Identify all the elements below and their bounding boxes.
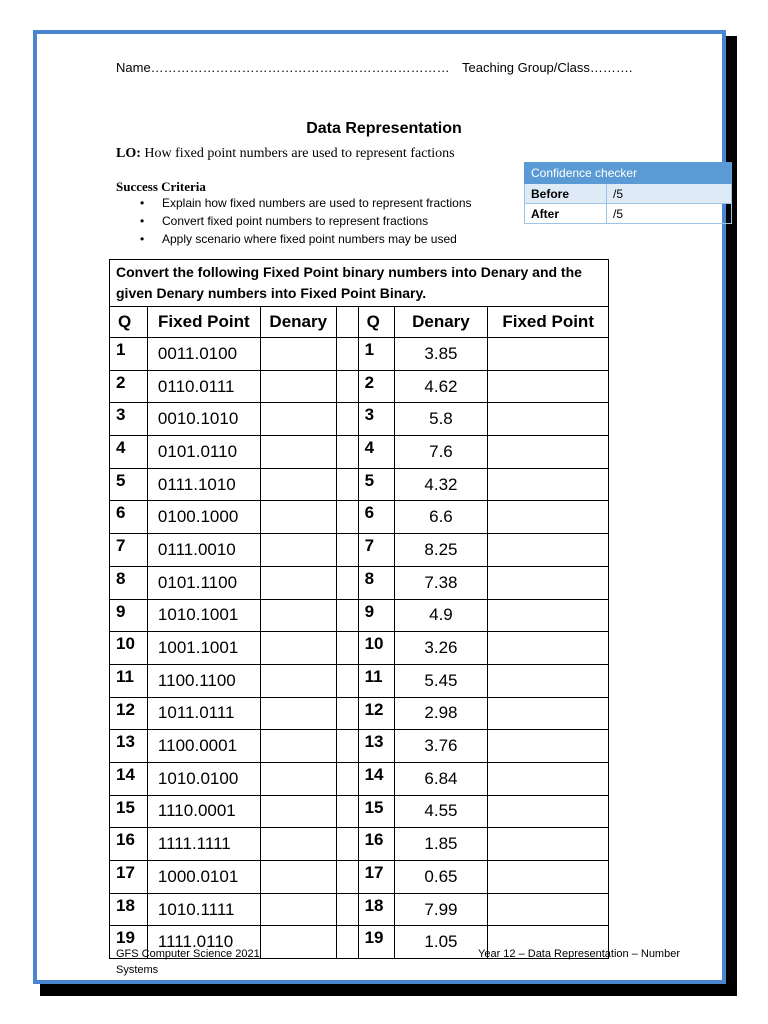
question-number: 19 [110,926,148,959]
question-number: 16 [110,828,148,861]
header-q: Q [110,307,148,338]
denary-value: 4.32 [394,468,488,501]
denary-value: 5.8 [394,403,488,436]
table-row [110,730,609,763]
fixed-point-value: 0011.0100 [147,338,260,371]
denary-answer-cell[interactable] [260,403,336,436]
spacer-cell [336,632,358,665]
denary-answer-cell[interactable] [260,436,336,469]
question-number: 8 [110,566,148,599]
fixed-point-value: 1100.0001 [147,730,260,763]
fixed-point-answer-cell[interactable] [488,828,609,861]
header-denary: Denary [260,307,336,338]
question-number-2: 11 [358,664,394,697]
fixed-point-value: 1011.0111 [147,697,260,730]
table-row [110,599,609,632]
fixed-point-answer-cell[interactable] [488,730,609,763]
fixed-point-answer-cell[interactable] [488,697,609,730]
question-number: 2 [110,370,148,403]
question-number: 11 [110,664,148,697]
fixed-point-value: 0111.1010 [147,468,260,501]
lo-text: How fixed point numbers are used to represent factions [144,146,455,161]
table-row [110,338,609,371]
fixed-point-answer-cell[interactable] [488,599,609,632]
table-row [110,632,609,665]
lo-label: LO: [116,146,141,161]
spacer-cell [336,501,358,534]
fixed-point-value: 1111.0110 [147,926,260,959]
fixed-point-answer-cell[interactable] [488,632,609,665]
spacer-cell [336,664,358,697]
fixed-point-answer-cell[interactable] [488,762,609,795]
table-row [110,468,609,501]
spacer-cell [336,762,358,795]
table-row [110,403,609,436]
denary-answer-cell[interactable] [260,795,336,828]
spacer-cell [336,730,358,763]
fixed-point-value: 1001.1001 [147,632,260,665]
question-number-2: 18 [358,893,394,926]
fixed-point-answer-cell[interactable] [488,664,609,697]
success-criteria-item: • Convert fixed point numbers to represent fractions [136,213,472,231]
table-row [110,664,609,697]
question-number-2: 9 [358,599,394,632]
table-row [110,566,609,599]
table-row [110,697,609,730]
spacer-cell [336,893,358,926]
denary-answer-cell[interactable] [260,762,336,795]
table-row [110,762,609,795]
spacer-cell [336,468,358,501]
fixed-point-answer-cell[interactable] [488,893,609,926]
question-number: 15 [110,795,148,828]
denary-answer-cell[interactable] [260,534,336,567]
spacer-cell [336,697,358,730]
fixed-point-answer-cell[interactable] [488,566,609,599]
confidence-after-label: After [525,204,607,224]
question-number: 9 [110,599,148,632]
table-row [110,370,609,403]
question-number-2: 2 [358,370,394,403]
fixed-point-value: 1010.0100 [147,762,260,795]
question-number: 1 [110,338,148,371]
footer-left-line2: Systems [116,964,159,976]
header-spacer [336,307,358,338]
spacer-cell [336,795,358,828]
header-q2: Q [358,307,394,338]
fixed-point-answer-cell[interactable] [488,338,609,371]
fixed-point-answer-cell[interactable] [488,501,609,534]
fixed-point-value: 0110.0111 [147,370,260,403]
header-fixed-point2: Fixed Point [488,307,609,338]
question-number: 17 [110,861,148,894]
spacer-cell [336,403,358,436]
confidence-before-label: Before [525,184,607,204]
fixed-point-answer-cell[interactable] [488,403,609,436]
denary-answer-cell[interactable] [260,926,336,959]
fixed-point-value: 1111.1111 [147,828,260,861]
question-number-2: 4 [358,436,394,469]
denary-answer-cell[interactable] [260,501,336,534]
denary-answer-cell[interactable] [260,730,336,763]
footer-right: Year 12 – Data Representation – Number [478,948,680,960]
denary-value: 8.25 [394,534,488,567]
success-criteria-title: Success Criteria [116,179,206,194]
denary-answer-cell[interactable] [260,338,336,371]
question-number: 3 [110,403,148,436]
denary-value: 1.05 [394,926,488,959]
question-number: 12 [110,697,148,730]
question-number-2: 5 [358,468,394,501]
fixed-point-value: 0010.1010 [147,403,260,436]
question-number-2: 16 [358,828,394,861]
worksheet-table [109,259,609,959]
denary-value: 4.62 [394,370,488,403]
question-number: 10 [110,632,148,665]
denary-answer-cell[interactable] [260,468,336,501]
denary-value: 3.85 [394,338,488,371]
question-number-2: 17 [358,861,394,894]
question-number: 14 [110,762,148,795]
denary-value: 3.76 [394,730,488,763]
denary-value: 5.45 [394,664,488,697]
spacer-cell [336,338,358,371]
page-title: Data Representation [306,120,462,137]
fixed-point-value: 0111.0010 [147,534,260,567]
denary-answer-cell[interactable] [260,893,336,926]
question-number-2: 8 [358,566,394,599]
question-number-2: 19 [358,926,394,959]
denary-answer-cell[interactable] [260,828,336,861]
question-number-2: 13 [358,730,394,763]
denary-value: 2.98 [394,697,488,730]
question-number: 18 [110,893,148,926]
denary-value: 7.99 [394,893,488,926]
fixed-point-value: 1010.1111 [147,893,260,926]
question-number-2: 14 [358,762,394,795]
fixed-point-answer-cell[interactable] [488,534,609,567]
success-criteria-item: • Explain how fixed numbers are used to represent fractions [136,195,472,213]
fixed-point-answer-cell[interactable] [488,468,609,501]
question-number: 5 [110,468,148,501]
table-row [110,795,609,828]
spacer-cell [336,370,358,403]
denary-value: 6.6 [394,501,488,534]
fixed-point-answer-cell[interactable] [488,370,609,403]
header-denary2: Denary [394,307,488,338]
fixed-point-value: 0101.0110 [147,436,260,469]
denary-value: 6.84 [394,762,488,795]
table-row [110,828,609,861]
name-field: Name…………………………………………………………… [116,60,450,75]
question-number-2: 10 [358,632,394,665]
question-number-2: 1 [358,338,394,371]
spacer-cell [336,926,358,959]
confidence-title: Confidence checker [525,163,732,184]
fixed-point-value: 0101.1100 [147,566,260,599]
denary-answer-cell[interactable] [260,599,336,632]
footer-left: GFS Computer Science 2021 [116,948,260,960]
fixed-point-answer-cell[interactable] [488,861,609,894]
question-number: 6 [110,501,148,534]
class-field: Teaching Group/Class………. [462,60,633,75]
question-number-2: 6 [358,501,394,534]
spacer-cell [336,566,358,599]
denary-answer-cell[interactable] [260,664,336,697]
denary-value: 4.55 [394,795,488,828]
spacer-cell [336,828,358,861]
denary-value: 0.65 [394,861,488,894]
question-number: 7 [110,534,148,567]
denary-value: 1.85 [394,828,488,861]
table-row [110,893,609,926]
table-row [110,861,609,894]
question-number-2: 7 [358,534,394,567]
denary-answer-cell[interactable] [260,370,336,403]
spacer-cell [336,861,358,894]
denary-answer-cell[interactable] [260,566,336,599]
fixed-point-answer-cell[interactable] [488,436,609,469]
question-number-2: 15 [358,795,394,828]
fixed-point-value: 1010.1001 [147,599,260,632]
denary-value: 3.26 [394,632,488,665]
denary-answer-cell[interactable] [260,697,336,730]
denary-value: 7.38 [394,566,488,599]
question-number: 13 [110,730,148,763]
fixed-point-value: 0100.1000 [147,501,260,534]
fixed-point-value: 1110.0001 [147,795,260,828]
spacer-cell [336,534,358,567]
success-criteria-item: • Apply scenario where fixed point numbers may be used [136,231,472,249]
table-row [110,501,609,534]
confidence-after-value[interactable]: /5 [607,204,732,224]
denary-value: 7.6 [394,436,488,469]
denary-answer-cell[interactable] [260,632,336,665]
question-number-2: 12 [358,697,394,730]
worksheet-instruction: Convert the following Fixed Point binary numbers into Denary and the given Denary numbers into Fixed Point Binary. [110,260,609,307]
denary-answer-cell[interactable] [260,861,336,894]
spacer-cell [336,436,358,469]
confidence-checker [524,162,732,224]
table-row [110,436,609,469]
fixed-point-answer-cell[interactable] [488,795,609,828]
success-criteria-list [136,195,472,249]
table-row [110,534,609,567]
fixed-point-value: 1000.0101 [147,861,260,894]
learning-objective [116,146,455,162]
spacer-cell [336,599,358,632]
question-number-2: 3 [358,403,394,436]
fixed-point-value: 1100.1100 [147,664,260,697]
question-number: 4 [110,436,148,469]
header-fixed-point: Fixed Point [147,307,260,338]
denary-value: 4.9 [394,599,488,632]
confidence-before-value[interactable]: /5 [607,184,732,204]
